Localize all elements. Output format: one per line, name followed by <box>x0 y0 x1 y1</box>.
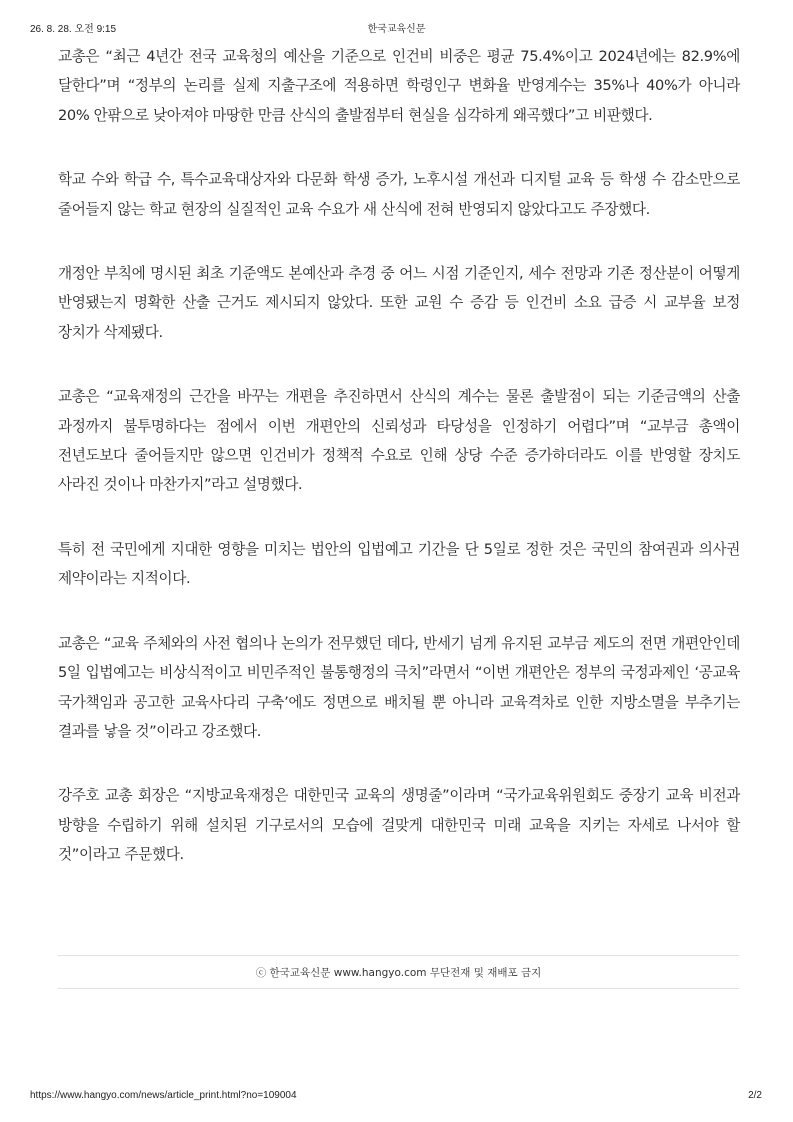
article-paragraph: 개정안 부칙에 명시된 최초 기준액도 본예산과 추경 중 어느 시점 기준인지, 세수 전망과 기존 정산분이 어떻게 반영됐는지 명확한 산출 근거도 제시되지 않았다. 또한 교원 수 증감 등 인건비 소요 급증 시 교부율 보정 장치가 삭제됐다. <box>58 265 740 341</box>
article-body <box>58 42 740 905</box>
article-paragraph: 교총은 “최근 4년간 전국 교육청의 예산을 기준으로 인건비 비중은 평균 75.4%이고 2024년에는 82.9%에 달한다”며 “정부의 논리를 실제 지출구조에 적용하면 학령인구 변화율 반영계수는 35%나 40%가 아니라 20% 안팎으로 낮아져야 마땅한 만큼 산식의 출발점부터 현실을 심각하게 왜곡했다”고 비판했다. <box>58 48 740 124</box>
print-datetime: 26. 8. 28. 오전 9:15 <box>30 24 117 35</box>
print-url: https://www.hangyo.com/news/article_print.html?no=109004 <box>30 1090 297 1101</box>
article-paragraph: 교총은 “교육재정의 근간을 바꾸는 개편을 추진하면서 산식의 계수는 물론 출발점이 되는 기준금액의 산출 과정까지 불투명하다는 점에서 이번 개편안의 신뢰성과 타당성을 인정하기 어렵다”며 “교부금 총액이 전년도보다 줄어들지만 않으면 인건비가 정책적 수요로 인해 상당 수준 증가하더라도 이를 반영할 장치도 사라진 것이나 마찬가지”라고 설명했다. <box>58 388 740 494</box>
article-paragraph: 교총은 “교육 주체와의 사전 협의나 논의가 전무했던 데다, 반세기 넘게 유지된 교부금 제도의 전면 개편안인데 5일 입법예고는 비상식적이고 비민주적인 불통행정의 극치”라면서 “이번 개편안은 정부의 국정과제인 ‘공교육 국가책임과 공고한 교육사다리 구축’에도 정면으로 배치될 뿐 아니라 교육격차로 인한 지방소멸을 부추기는 결과를 낳을 것”이라고 강조했다. <box>58 634 740 740</box>
article-paragraph: 특히 전 국민에게 지대한 영향을 미치는 법안의 입법예고 기간을 단 5일로 정한 것은 국민의 참여권과 의사권 제약이라는 지적이다. <box>58 540 740 588</box>
print-site-title: 한국교육신문 <box>367 24 426 35</box>
article-paragraph: 강주호 교총 회장은 “지방교육재정은 대한민국 교육의 생명줄”이라며 “국가교육위원회도 중장기 교육 비전과 방향을 수립하기 위해 설치된 기구로서의 모습에 걸맞게 대한민국 미래 교육을 지키는 자세로 나서야 할 것”이라고 주문했다. <box>58 787 740 864</box>
copyright-notice: ⓒ 한국교육신문 www.hangyo.com 무단전재 및 재배포 금지 <box>255 966 542 979</box>
print-footer <box>0 1090 793 1104</box>
copyright-box <box>58 955 739 989</box>
article-paragraph: 학교 수와 학급 수, 특수교육대상자와 다문화 학생 증가, 노후시설 개선과 디지털 교육 등 학생 수 감소만으로 줄어들지 않는 학교 현장의 실질적인 교육 수요가 새 산식에 전혀 반영되지 않았다고도 주장했다. <box>58 171 740 218</box>
page-number: 2/2 <box>748 1090 762 1101</box>
print-header <box>0 20 793 36</box>
